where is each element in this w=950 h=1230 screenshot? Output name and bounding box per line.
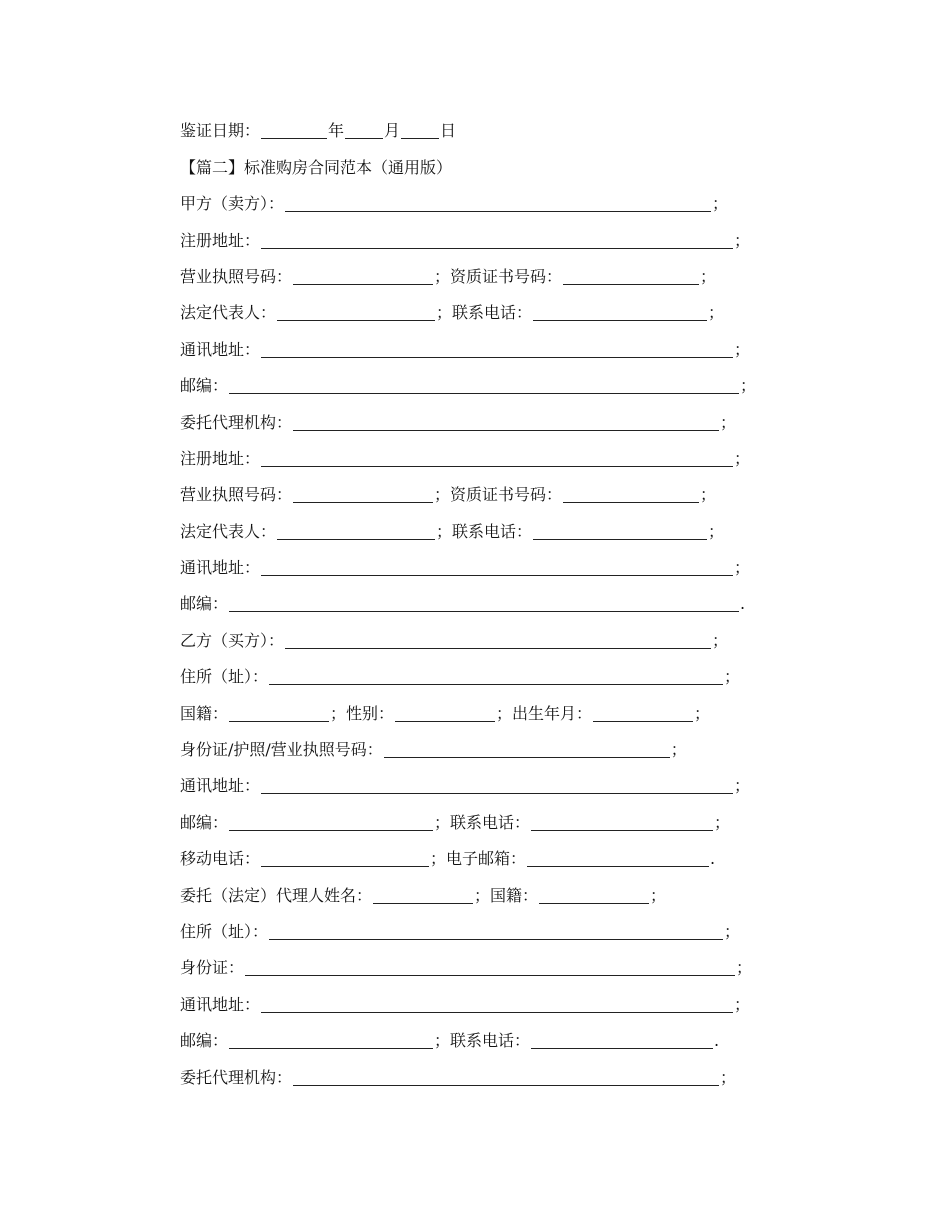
field-label: ；资质证书号码： bbox=[434, 485, 563, 505]
field-label: 营业执照号码： bbox=[180, 485, 293, 505]
form-line-a-agent-org bbox=[180, 403, 760, 439]
fill-in-blank[interactable] bbox=[261, 560, 733, 576]
field-label: ； bbox=[734, 339, 751, 359]
form-line-a-legal-rep bbox=[180, 294, 760, 330]
fill-in-blank[interactable] bbox=[261, 778, 733, 794]
form-line-agent-postcode bbox=[180, 585, 760, 621]
form-line-b-id bbox=[180, 731, 760, 767]
field-label: ； bbox=[720, 1067, 737, 1087]
field-label: 法定代表人： bbox=[180, 303, 277, 323]
field-label: ； bbox=[724, 667, 741, 687]
field-label: 通讯地址： bbox=[180, 339, 261, 359]
fill-in-blank[interactable] bbox=[293, 487, 433, 503]
fill-in-blank[interactable] bbox=[277, 524, 435, 540]
form-line-b-agent-org bbox=[180, 1058, 760, 1094]
fill-in-blank[interactable] bbox=[533, 524, 707, 540]
form-line-b-nationality bbox=[180, 694, 760, 730]
form-line-b-agent-idcard bbox=[180, 949, 760, 985]
fill-in-blank[interactable] bbox=[527, 851, 709, 867]
fill-in-blank[interactable] bbox=[531, 1033, 713, 1049]
form-line-a-reg-address bbox=[180, 221, 760, 257]
contract-form bbox=[180, 112, 760, 1095]
fill-in-blank[interactable] bbox=[563, 269, 699, 285]
field-label: ；性别： bbox=[330, 703, 395, 723]
form-line-b-residence bbox=[180, 658, 760, 694]
form-line-b-agent-postcode bbox=[180, 1022, 760, 1058]
field-label: 邮编： bbox=[180, 812, 229, 832]
fill-in-blank[interactable] bbox=[395, 706, 495, 722]
field-label: ； bbox=[734, 230, 751, 250]
field-label: ； bbox=[740, 376, 757, 396]
field-label: 住所（址）： bbox=[180, 921, 269, 941]
field-label: ； bbox=[720, 412, 737, 432]
fill-in-blank[interactable] bbox=[401, 123, 439, 139]
field-label: 日 bbox=[440, 121, 457, 141]
field-label: ； bbox=[734, 776, 751, 796]
field-label: ；国籍： bbox=[474, 885, 539, 905]
field-label: ； bbox=[712, 194, 729, 214]
field-label: 注册地址： bbox=[180, 230, 261, 250]
field-label: 月 bbox=[384, 121, 401, 141]
field-label: 国籍： bbox=[180, 703, 229, 723]
field-label: 邮编： bbox=[180, 376, 229, 396]
fill-in-blank[interactable] bbox=[285, 633, 711, 649]
fill-in-blank[interactable] bbox=[261, 851, 429, 867]
fill-in-blank[interactable] bbox=[261, 123, 327, 139]
form-line-a-mail-address bbox=[180, 330, 760, 366]
field-label: ； bbox=[670, 740, 687, 760]
form-line-agent-mail-address bbox=[180, 549, 760, 585]
field-label: ； bbox=[650, 885, 667, 905]
fill-in-blank[interactable] bbox=[229, 815, 433, 831]
field-label: 委托代理机构： bbox=[180, 1067, 293, 1087]
field-label: 注册地址： bbox=[180, 448, 261, 468]
field-label: 身份证/护照/营业执照号码： bbox=[180, 740, 383, 760]
field-label: 乙方（买方）： bbox=[180, 630, 285, 650]
field-label: . bbox=[710, 849, 716, 869]
field-label: 邮编： bbox=[180, 594, 229, 614]
form-line-b-agent-mail-address bbox=[180, 985, 760, 1021]
fill-in-blank[interactable] bbox=[384, 742, 670, 758]
form-line-agent-reg-address bbox=[180, 440, 760, 476]
form-line-a-postcode bbox=[180, 367, 760, 403]
field-label: 邮编： bbox=[180, 1031, 229, 1051]
field-label: 移动电话： bbox=[180, 849, 261, 869]
field-label: ；资质证书号码： bbox=[434, 266, 563, 286]
form-line-b-postcode bbox=[180, 803, 760, 839]
field-label: ； bbox=[700, 485, 717, 505]
field-label: 鉴证日期： bbox=[180, 121, 261, 141]
field-label: ； bbox=[714, 812, 731, 832]
field-label: 法定代表人： bbox=[180, 521, 277, 541]
form-line-a-license bbox=[180, 258, 760, 294]
fill-in-blank[interactable] bbox=[373, 888, 473, 904]
form-line-section-title bbox=[180, 148, 760, 184]
field-label: ； bbox=[734, 558, 751, 578]
field-label: 甲方（卖方）： bbox=[180, 194, 285, 214]
form-line-b-agent-residence bbox=[180, 913, 760, 949]
form-line-party-a bbox=[180, 185, 760, 221]
field-label: ； bbox=[736, 958, 753, 978]
fill-in-blank[interactable] bbox=[229, 378, 739, 394]
fill-in-blank[interactable] bbox=[563, 487, 699, 503]
fill-in-blank[interactable] bbox=[229, 1033, 433, 1049]
field-label: . bbox=[740, 594, 746, 614]
field-label: 委托（法定）代理人姓名： bbox=[180, 885, 373, 905]
form-line-b-agent-name bbox=[180, 876, 760, 912]
field-label: ；联系电话： bbox=[434, 812, 531, 832]
form-line-b-mail-address bbox=[180, 767, 760, 803]
field-label: ；联系电话： bbox=[436, 521, 533, 541]
fill-in-blank[interactable] bbox=[293, 415, 719, 431]
field-label: 年 bbox=[328, 121, 345, 141]
field-label: 委托代理机构： bbox=[180, 412, 293, 432]
field-label: ；联系电话： bbox=[436, 303, 533, 323]
fill-in-blank[interactable] bbox=[245, 960, 735, 976]
fill-in-blank[interactable] bbox=[531, 815, 713, 831]
fill-in-blank[interactable] bbox=[293, 1070, 719, 1086]
field-label: 通讯地址： bbox=[180, 994, 261, 1014]
fill-in-blank[interactable] bbox=[285, 196, 711, 212]
field-label: . bbox=[714, 1031, 720, 1051]
field-label: 通讯地址： bbox=[180, 558, 261, 578]
field-label: ； bbox=[734, 994, 751, 1014]
fill-in-blank[interactable] bbox=[229, 596, 739, 612]
field-label: ； bbox=[712, 630, 729, 650]
fill-in-blank[interactable] bbox=[539, 888, 649, 904]
fill-in-blank[interactable] bbox=[261, 451, 733, 467]
fill-in-blank[interactable] bbox=[261, 342, 733, 358]
field-label: 通讯地址： bbox=[180, 776, 261, 796]
field-label: 住所（址）： bbox=[180, 667, 269, 687]
fill-in-blank[interactable] bbox=[593, 706, 693, 722]
fill-in-blank[interactable] bbox=[345, 123, 383, 139]
field-label: ； bbox=[734, 448, 751, 468]
fill-in-blank[interactable] bbox=[261, 997, 733, 1013]
form-line-agent-license bbox=[180, 476, 760, 512]
fill-in-blank[interactable] bbox=[277, 305, 435, 321]
fill-in-blank[interactable] bbox=[269, 924, 723, 940]
fill-in-blank[interactable] bbox=[533, 305, 707, 321]
field-label: ； bbox=[724, 921, 741, 941]
field-label: ； bbox=[708, 521, 725, 541]
fill-in-blank[interactable] bbox=[293, 269, 433, 285]
form-line-party-b bbox=[180, 621, 760, 657]
form-line-verify-date bbox=[180, 112, 760, 148]
field-label: 身份证： bbox=[180, 958, 245, 978]
field-label: 【篇二】标准购房合同范本（通用版） bbox=[180, 157, 453, 177]
form-line-agent-legal-rep bbox=[180, 512, 760, 548]
form-line-b-mobile bbox=[180, 840, 760, 876]
field-label: ；电子邮箱： bbox=[430, 849, 527, 869]
field-label: ； bbox=[700, 266, 717, 286]
fill-in-blank[interactable] bbox=[269, 669, 723, 685]
fill-in-blank[interactable] bbox=[229, 706, 329, 722]
field-label: ；联系电话： bbox=[434, 1031, 531, 1051]
field-label: ；出生年月： bbox=[496, 703, 593, 723]
field-label: 营业执照号码： bbox=[180, 266, 293, 286]
field-label: ； bbox=[708, 303, 725, 323]
field-label: ； bbox=[694, 703, 711, 723]
fill-in-blank[interactable] bbox=[261, 233, 733, 249]
